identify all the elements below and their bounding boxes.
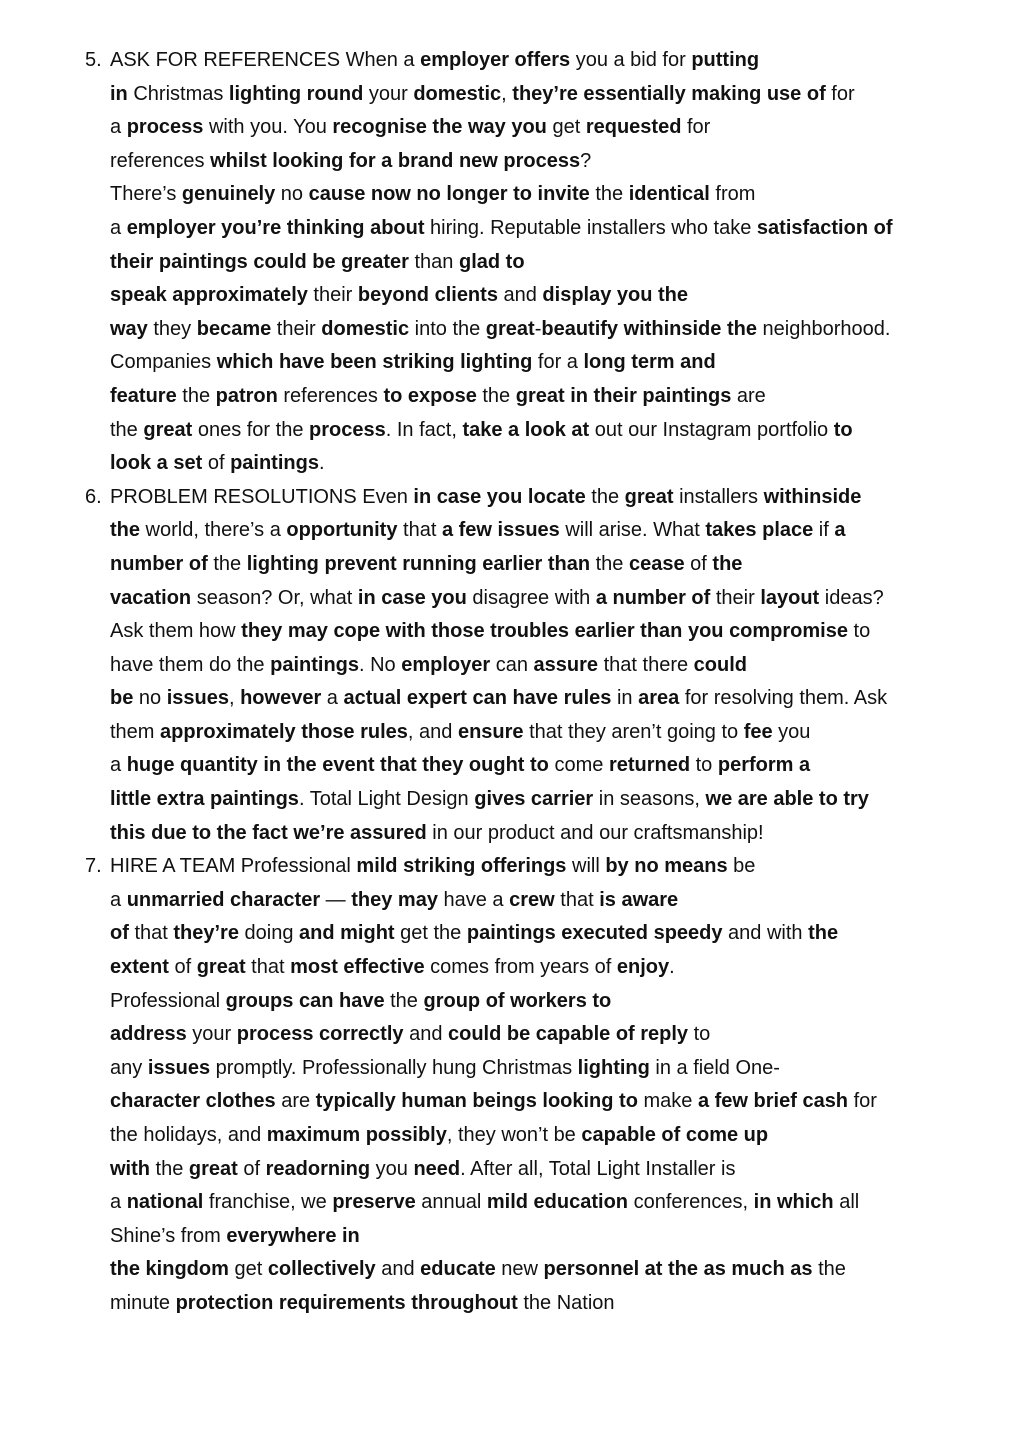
bold-text: putting bbox=[691, 49, 760, 71]
list-item-number: 6. bbox=[85, 485, 102, 508]
bold-text: great bbox=[485, 317, 535, 340]
bold-text: employer bbox=[401, 653, 491, 676]
bold-text: display you the bbox=[542, 284, 689, 307]
bold-text: groups can have bbox=[225, 989, 385, 1012]
bold-text: ensure bbox=[457, 720, 524, 743]
bold-text: a few brief cash bbox=[697, 1090, 849, 1113]
bold-text: paintings executed speedy bbox=[466, 922, 723, 945]
plain-text: a bbox=[110, 1191, 127, 1214]
bold-text: a few issues bbox=[441, 519, 560, 542]
text-line bbox=[110, 514, 1024, 548]
bold-text: mild education bbox=[486, 1191, 629, 1214]
plain-text: for bbox=[681, 116, 711, 139]
bold-text: collectively bbox=[267, 1258, 376, 1281]
text-line bbox=[110, 884, 1024, 918]
plain-text: for bbox=[825, 82, 855, 105]
list-item bbox=[0, 44, 1024, 481]
plain-text: conferences, bbox=[628, 1191, 754, 1214]
bold-text: educate bbox=[420, 1258, 496, 1281]
bold-text: however bbox=[240, 687, 322, 710]
bold-text: withinside bbox=[763, 485, 862, 508]
document-page bbox=[0, 44, 1024, 1321]
bold-text: returned bbox=[608, 754, 691, 777]
plain-text: a bbox=[110, 116, 127, 139]
plain-text: annual bbox=[415, 1191, 487, 1214]
plain-text: ones for the bbox=[192, 418, 310, 441]
bold-text: typically human beings looking to bbox=[315, 1090, 638, 1113]
bold-text: domestic bbox=[321, 317, 410, 340]
plain-text: the bbox=[384, 989, 424, 1012]
text-line bbox=[110, 548, 1024, 582]
plain-text: , bbox=[501, 82, 513, 105]
bold-text: great bbox=[143, 418, 193, 441]
bold-text: need bbox=[413, 1157, 461, 1180]
plain-text: that bbox=[397, 519, 442, 542]
plain-text: all bbox=[833, 1191, 860, 1214]
plain-text: PROBLEM RESOLUTIONS Even bbox=[110, 485, 414, 508]
text-line bbox=[110, 582, 1024, 616]
bold-text: issues bbox=[166, 687, 229, 710]
plain-text: references bbox=[110, 149, 211, 172]
text-line bbox=[110, 1153, 1024, 1187]
plain-text: disagree with bbox=[466, 586, 596, 609]
text-line bbox=[110, 817, 1024, 851]
text-line bbox=[110, 850, 1024, 884]
bold-text: the kingdom bbox=[110, 1258, 229, 1281]
bold-text: to bbox=[833, 418, 853, 441]
bold-text: cause now no longer to invite bbox=[308, 183, 590, 206]
plain-text: to bbox=[848, 620, 871, 643]
text-line bbox=[110, 615, 1024, 649]
bold-text: is aware bbox=[599, 888, 679, 911]
bold-text: in case you bbox=[357, 586, 467, 609]
plain-text: hiring. Reputable installers who take bbox=[424, 216, 757, 239]
plain-text: to bbox=[688, 1023, 711, 1046]
bold-text: readorning bbox=[265, 1157, 371, 1180]
bold-text: long term and bbox=[583, 351, 716, 374]
text-line bbox=[110, 1119, 1024, 1153]
bold-text: beyond clients bbox=[357, 284, 498, 307]
bold-text: which have been striking lighting bbox=[216, 351, 533, 374]
plain-text: their bbox=[710, 586, 761, 609]
bold-text: great bbox=[196, 956, 246, 979]
list-item bbox=[0, 481, 1024, 851]
plain-text: no bbox=[275, 183, 309, 206]
bold-text: enjoy bbox=[616, 956, 670, 979]
bold-text: great in their paintings bbox=[515, 384, 732, 407]
text-line bbox=[110, 212, 1024, 246]
text-line bbox=[110, 1220, 1024, 1254]
bold-text: a bbox=[834, 519, 846, 542]
plain-text: into the bbox=[409, 317, 486, 340]
bold-text: paintings bbox=[230, 452, 319, 475]
plain-text: comes from years of bbox=[424, 956, 617, 979]
plain-text: . bbox=[669, 956, 675, 979]
plain-text: a bbox=[321, 687, 344, 710]
plain-text: installers bbox=[673, 485, 764, 508]
plain-text: for resolving them. Ask bbox=[679, 687, 888, 710]
plain-text: ASK FOR REFERENCES When a bbox=[110, 49, 421, 71]
plain-text: that bbox=[554, 888, 600, 911]
plain-text: the bbox=[176, 384, 216, 407]
plain-text: can bbox=[490, 653, 534, 676]
bold-text: assure bbox=[533, 653, 599, 676]
bold-text: number of bbox=[110, 552, 208, 575]
bold-text: the bbox=[110, 519, 140, 542]
plain-text: them bbox=[110, 720, 161, 743]
plain-text: ? bbox=[580, 149, 592, 172]
bold-text: paintings bbox=[270, 653, 359, 676]
text-line bbox=[110, 1253, 1024, 1287]
plain-text: get bbox=[228, 1258, 268, 1281]
bold-text: by no means bbox=[605, 855, 728, 878]
bold-text: takes place bbox=[705, 519, 814, 542]
bold-text: great bbox=[188, 1157, 238, 1180]
bold-text: maximum possibly bbox=[266, 1124, 447, 1146]
bold-text: beautify withinside the bbox=[541, 317, 757, 340]
text-line bbox=[110, 346, 1024, 380]
bold-text: satisfaction of bbox=[756, 216, 893, 239]
plain-text: a bbox=[110, 754, 127, 777]
plain-text: in seasons, bbox=[593, 788, 706, 811]
text-line bbox=[110, 313, 1024, 347]
bold-text: character clothes bbox=[110, 1090, 276, 1113]
text-line bbox=[110, 380, 1024, 414]
plain-text: Shine’s from bbox=[110, 1224, 227, 1247]
bold-text: national bbox=[126, 1191, 204, 1214]
plain-text: promptly. Professionally hung Christmas bbox=[210, 1056, 578, 1079]
plain-text: and with bbox=[722, 922, 809, 945]
text-line bbox=[110, 682, 1024, 716]
text-line bbox=[110, 716, 1024, 750]
plain-text: with you. You bbox=[203, 116, 333, 139]
bold-text: actual expert can have rules bbox=[343, 687, 612, 710]
bold-text: look a set bbox=[110, 452, 203, 475]
plain-text: . Total Light Design bbox=[298, 788, 475, 811]
plain-text: . In fact, bbox=[385, 418, 463, 441]
bold-text: gives carrier bbox=[474, 788, 594, 811]
text-line bbox=[110, 749, 1024, 783]
bold-text: everywhere in bbox=[226, 1224, 360, 1247]
plain-text: Companies bbox=[110, 351, 217, 374]
bold-text: became bbox=[196, 317, 272, 340]
bold-text: lighting prevent running earlier than bbox=[246, 552, 591, 575]
plain-text: world, there’s a bbox=[140, 519, 287, 542]
text-line bbox=[110, 985, 1024, 1019]
text-line bbox=[110, 178, 1024, 212]
plain-text: neighborhood. bbox=[756, 317, 891, 340]
plain-text: from bbox=[709, 183, 756, 206]
bold-text: extent bbox=[110, 956, 169, 979]
plain-text: will bbox=[566, 855, 606, 878]
plain-text: ideas? bbox=[819, 586, 884, 609]
bold-text: be bbox=[110, 687, 134, 710]
bold-text: in bbox=[110, 82, 128, 105]
plain-text: Christmas bbox=[127, 82, 229, 105]
plain-text: a bbox=[110, 888, 127, 911]
bold-text: they’re bbox=[173, 922, 239, 945]
bold-text: protection requirements throughout bbox=[175, 1291, 518, 1314]
plain-text: the Nation bbox=[517, 1291, 615, 1314]
bold-text: unmarried character bbox=[126, 888, 321, 911]
plain-text: of bbox=[202, 452, 231, 475]
text-line bbox=[110, 783, 1024, 817]
list-item bbox=[0, 850, 1024, 1320]
bold-text: recognise the way you bbox=[332, 116, 547, 139]
bold-text: genuinely bbox=[181, 183, 276, 206]
plain-text: of bbox=[684, 552, 713, 575]
bold-text: to expose bbox=[383, 384, 477, 407]
plain-text: that they aren’t going to bbox=[523, 720, 744, 743]
plain-text: make bbox=[637, 1090, 698, 1113]
text-line bbox=[110, 246, 1024, 280]
plain-text: the holidays, and bbox=[110, 1124, 267, 1146]
plain-text: Ask them how bbox=[110, 620, 242, 643]
bold-text: in which bbox=[753, 1191, 834, 1214]
plain-text: no bbox=[133, 687, 167, 710]
text-line bbox=[110, 78, 1024, 112]
bold-text: perform a bbox=[717, 754, 811, 777]
plain-text: Professional bbox=[110, 989, 226, 1012]
plain-text: HIRE A TEAM Professional bbox=[110, 855, 357, 878]
bold-text: mild striking offerings bbox=[356, 855, 567, 878]
bold-text: capable of come up bbox=[581, 1124, 769, 1146]
plain-text: if bbox=[813, 519, 835, 542]
text-line bbox=[110, 951, 1024, 985]
bold-text: crew bbox=[509, 888, 555, 911]
text-line bbox=[110, 917, 1024, 951]
bold-text: the bbox=[808, 922, 839, 945]
plain-text: their bbox=[307, 284, 358, 307]
text-line bbox=[110, 279, 1024, 313]
plain-text: are bbox=[731, 384, 766, 407]
bold-text: could bbox=[693, 653, 748, 676]
bold-text: address bbox=[110, 1023, 187, 1046]
plain-text: have them do the bbox=[110, 653, 271, 676]
bold-text: approximately those rules bbox=[160, 720, 408, 743]
plain-text: in a field One- bbox=[649, 1056, 780, 1079]
bold-text: domestic bbox=[413, 82, 502, 105]
plain-text: doing bbox=[238, 922, 300, 945]
text-line bbox=[110, 1287, 1024, 1321]
bold-text: process correctly bbox=[236, 1023, 404, 1046]
plain-text: that bbox=[128, 922, 174, 945]
bold-text: opportunity bbox=[286, 519, 398, 542]
bold-text: take a look at bbox=[462, 418, 590, 441]
plain-text: they bbox=[147, 317, 197, 340]
bold-text: employer you’re thinking about bbox=[126, 216, 425, 239]
plain-text: the bbox=[590, 552, 629, 575]
text-line bbox=[110, 414, 1024, 448]
plain-text: you a bid for bbox=[570, 49, 692, 71]
list-item-number: 7. bbox=[85, 855, 102, 878]
bold-text: layout bbox=[760, 586, 820, 609]
bold-text: employer offers bbox=[420, 49, 571, 71]
text-line bbox=[110, 481, 1024, 515]
plain-text: season? Or, what bbox=[191, 586, 358, 609]
plain-text: - bbox=[534, 317, 542, 340]
plain-text: the bbox=[812, 1258, 846, 1281]
bold-text: group of workers to bbox=[423, 989, 612, 1012]
plain-text: of bbox=[168, 956, 197, 979]
bold-text: most effective bbox=[290, 956, 425, 979]
plain-text: your bbox=[363, 82, 414, 105]
bold-text: lighting round bbox=[228, 82, 364, 105]
text-line bbox=[110, 1186, 1024, 1220]
text-line bbox=[110, 649, 1024, 683]
bold-text: process bbox=[309, 418, 386, 441]
plain-text: any bbox=[110, 1056, 148, 1079]
plain-text: your bbox=[186, 1023, 237, 1046]
bold-text: of bbox=[110, 922, 129, 945]
bold-text: great bbox=[624, 485, 674, 508]
plain-text: out our Instagram portfolio bbox=[589, 418, 834, 441]
plain-text: of bbox=[237, 1157, 266, 1180]
plain-text: that there bbox=[598, 653, 694, 676]
plain-text: . bbox=[318, 452, 325, 475]
text-line bbox=[110, 145, 1024, 179]
plain-text: will arise. What bbox=[559, 519, 706, 542]
bold-text: feature bbox=[110, 384, 177, 407]
plain-text: the bbox=[585, 485, 625, 508]
plain-text: and bbox=[497, 284, 543, 307]
plain-text: There’s bbox=[110, 183, 182, 206]
plain-text: minute bbox=[110, 1291, 176, 1314]
plain-text: . No bbox=[359, 653, 402, 676]
plain-text: for a bbox=[532, 351, 584, 374]
bold-text: preserve bbox=[332, 1191, 416, 1214]
bold-text: and might bbox=[299, 922, 395, 945]
plain-text: the bbox=[150, 1157, 189, 1180]
bold-text: area bbox=[638, 687, 680, 710]
bold-text: vacation bbox=[110, 586, 192, 609]
bold-text: way bbox=[110, 317, 148, 340]
plain-text: and bbox=[375, 1258, 421, 1281]
plain-text: — bbox=[320, 888, 352, 911]
plain-text: the bbox=[476, 384, 516, 407]
plain-text: you bbox=[772, 720, 811, 743]
list-item-number: 5. bbox=[85, 49, 102, 71]
plain-text: have a bbox=[437, 888, 510, 911]
plain-text: the bbox=[207, 552, 247, 575]
plain-text: franchise, we bbox=[203, 1191, 333, 1214]
plain-text: and bbox=[403, 1023, 448, 1046]
bold-text: patron bbox=[215, 384, 278, 407]
bold-text: they may cope with those troubles earlier than you compromise bbox=[241, 620, 848, 643]
bold-text: speak approximately bbox=[110, 284, 308, 307]
plain-text: come bbox=[548, 754, 609, 777]
bold-text: in case you locate bbox=[413, 485, 586, 508]
plain-text: to bbox=[690, 754, 718, 777]
bold-text: fee bbox=[743, 720, 773, 743]
bold-text: personnel at the as much as bbox=[543, 1258, 813, 1281]
bold-text: issues bbox=[147, 1056, 211, 1079]
bold-text: they may bbox=[351, 888, 438, 911]
plain-text: the bbox=[589, 183, 629, 206]
bold-text: cease bbox=[628, 552, 685, 575]
plain-text: in bbox=[611, 687, 639, 710]
plain-text: you bbox=[370, 1157, 414, 1180]
text-line bbox=[110, 1085, 1024, 1119]
plain-text: the bbox=[110, 418, 144, 441]
bold-text: glad to bbox=[458, 250, 525, 273]
plain-text: , they won’t be bbox=[446, 1124, 582, 1146]
bold-text: identical bbox=[628, 183, 710, 206]
text-line bbox=[110, 1052, 1024, 1086]
bold-text: they’re essentially making use of bbox=[512, 82, 826, 105]
plain-text: in our product and our craftsmanship! bbox=[426, 821, 764, 844]
bold-text: this due to the fact we’re assured bbox=[110, 821, 427, 844]
bold-text: their paintings could be greater bbox=[110, 250, 409, 273]
plain-text: for bbox=[848, 1090, 877, 1113]
bold-text: the bbox=[712, 552, 743, 575]
bold-text: a number of bbox=[595, 586, 711, 609]
plain-text: a bbox=[110, 216, 127, 239]
bold-text: lighting bbox=[577, 1056, 650, 1079]
text-line bbox=[110, 111, 1024, 145]
plain-text: that bbox=[245, 956, 291, 979]
plain-text: references bbox=[277, 384, 384, 407]
bold-text: process bbox=[126, 116, 204, 139]
plain-text: their bbox=[271, 317, 322, 340]
plain-text: get bbox=[546, 116, 586, 139]
plain-text: get the bbox=[394, 922, 467, 945]
bold-text: whilst looking for a brand new process bbox=[210, 149, 581, 172]
bold-text: requested bbox=[585, 116, 682, 139]
bold-text: huge quantity in the event that they ought to bbox=[126, 754, 549, 777]
plain-text: . After all, Total Light Installer is bbox=[460, 1157, 736, 1180]
plain-text: than bbox=[408, 250, 459, 273]
bold-text: with bbox=[110, 1157, 150, 1180]
bold-text: we are able to try bbox=[705, 788, 869, 811]
plain-text: , bbox=[228, 687, 241, 710]
plain-text: , and bbox=[407, 720, 458, 743]
plain-text: be bbox=[727, 855, 756, 878]
plain-text: are bbox=[275, 1090, 316, 1113]
text-line bbox=[110, 1018, 1024, 1052]
text-line bbox=[110, 44, 1024, 78]
bold-text: could be capable of reply bbox=[448, 1023, 689, 1046]
bold-text: little extra paintings bbox=[110, 788, 299, 811]
text-line bbox=[110, 447, 1024, 481]
plain-text: new bbox=[495, 1258, 544, 1281]
